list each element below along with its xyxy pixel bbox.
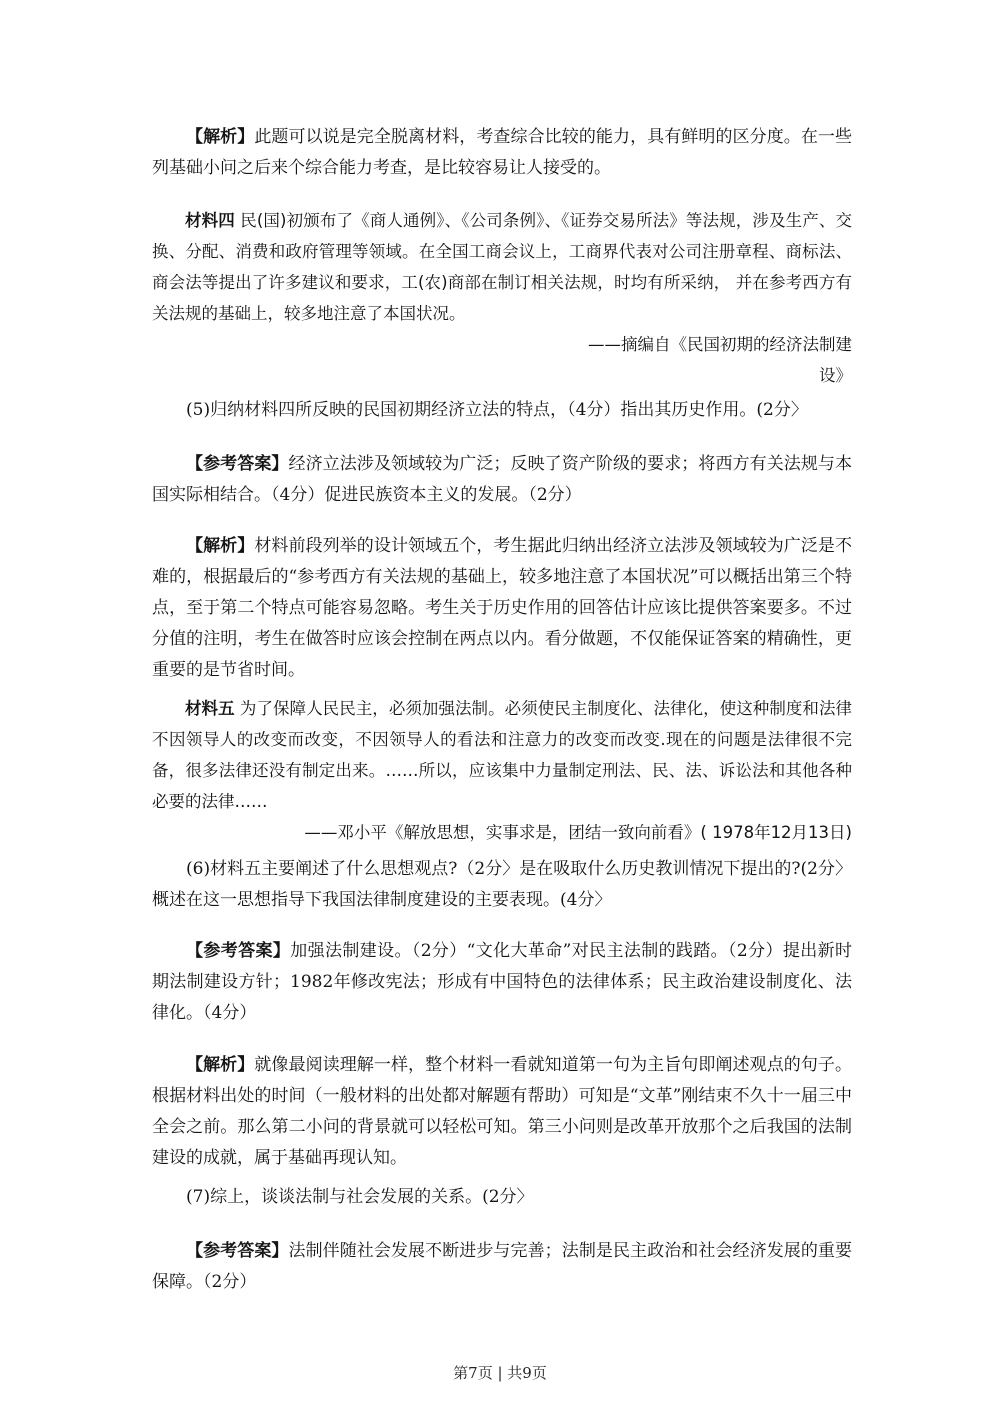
material-five-source: ——邓小平《解放思想，实事求是，团结一致向前看》( 1978年12月13日) (304, 823, 852, 842)
material-five-label: 材料五 (185, 699, 235, 718)
material-four-source-cont: 设》 (819, 366, 852, 385)
analysis-5-text: 材料前段列举的设计领域五个，考生据此归纳出经济立法涉及领域较为广泛是不难的，根据最后的“参考西方有关法规的基础上，较多地注意了本国状况”可以概括出第三个特点，至于第二个特点可能容易忽略。考生关于历史作用的回答估计应该比提供答案要多。不过分值的注明，考生在做答时应该会控制在两点以内。看分做题，不仅能保证答案的精确性，更重要的是节省时间。 (152, 536, 853, 680)
material-five-section (152, 693, 852, 848)
analysis-q4-section (152, 122, 852, 184)
analysis-label: 【解析】 (186, 127, 255, 147)
analysis-5-paragraph (152, 531, 852, 686)
question-7-text: (7)综上，谈谈法制与社会发展的关系。(2分〉 (186, 1187, 534, 1207)
answer-7-text: 法制伴随社会发展不断进步与完善；法制是民主政治和社会经济发展的重要保障。（2分） (152, 1241, 853, 1292)
question-5-text: (5)归纳材料四所反映的民国初期经济立法的特点，（4分）指出其历史作用。(2分〉 (186, 400, 808, 420)
question-5 (152, 395, 852, 426)
material-four-source: ——摘编自《民国初期的经济法制建 (588, 335, 852, 354)
material-four-text: 民(国)初颁布了《商人通例》、《公司条例》、《证券交易所法》等法规，涉及生产、交换、分配、消费和政府管理等领域。在全国工商会议上，工商界代表对公司注册章程、商标法、商会法等提出了许多建议和要求，工(农)商部在制订相关法规，时均有所采纳， 并在参考西方有关法规的基础上，较多地注意了本国状况。 (152, 211, 852, 323)
analysis-6-text: 就像最阅读理解一样，整个材料一看就知道第一句为主旨句即阐述观点的句子。根据材料出处的时间（一般材料的出处都对解题有帮助）可知是“文革”刚结束不久十一届三中全会之前。那么第二小问的背景就可以轻松可知。第三小问则是改革开放那个之后我国的法制建设的成就，属于基础再现认知。 (152, 1055, 853, 1168)
answer-label: 【参考答案】 (186, 454, 289, 474)
material-four-label: 材料四 (185, 211, 235, 230)
answer-7-paragraph (152, 1236, 852, 1298)
analysis-paragraph (152, 122, 852, 184)
answer-label: 【参考答案】 (186, 941, 291, 961)
material-four-paragraph (152, 205, 852, 329)
answer-6-text: 加强法制建设。（2分）“文化大革命”对民主法制的践踏。（2分）提出新时期法制建设方针；1982年修改宪法；形成有中国特色的法律体系；民主政治建设制度化、法律化。（4分） (152, 941, 852, 1023)
analysis-5-section (152, 531, 852, 686)
answer-6-section (152, 936, 852, 1029)
answer-5-paragraph (152, 449, 852, 511)
analysis-label: 【解析】 (186, 536, 255, 556)
analysis-text: 此题可以说是完全脱离材料，考查综合比较的能力，具有鲜明的区分度。在一些列基础小问之后来个综合能力考查，是比较容易让人接受的。 (152, 127, 853, 178)
answer-6-paragraph (152, 936, 852, 1029)
page-footer: 第7页 | 共9页 (453, 1364, 547, 1382)
answer-5-section (152, 449, 852, 511)
answer-label: 【参考答案】 (186, 1241, 289, 1261)
material-five-text: 为了保障人民民主，必须加强法制。必须使民主制度化、法律化，使这种制度和法律不因领导人的改变而改变，不因领导人的看法和注意力的改变而改变.现在的问题是法律很不完备，很多法律还没有制定出来。……所以，应该集中力量制定刑法、民、法、诉讼法和其他各种必要的法律…… (152, 699, 853, 811)
question-7 (152, 1182, 852, 1213)
question-6 (152, 854, 852, 916)
analysis-6-section (152, 1050, 852, 1174)
analysis-6-paragraph (152, 1050, 852, 1174)
answer-7-section (152, 1236, 852, 1298)
question-6-text: (6)材料五主要阐述了什么思想观点?（2分〉是在吸取什么历史教训情况下提出的?(2分〉概述在这一思想指导下我国法律制度建设的主要表现。(4分〉 (152, 859, 852, 910)
answer-5-text: 经济立法涉及领域较为广泛；反映了资产阶级的要求；将西方有关法规与本国实际相结合。（4分）促进民族资本主义的发展。（2分） (152, 454, 853, 505)
material-five-paragraph (152, 693, 852, 817)
analysis-label: 【解析】 (186, 1055, 255, 1075)
material-four-section (152, 205, 852, 391)
